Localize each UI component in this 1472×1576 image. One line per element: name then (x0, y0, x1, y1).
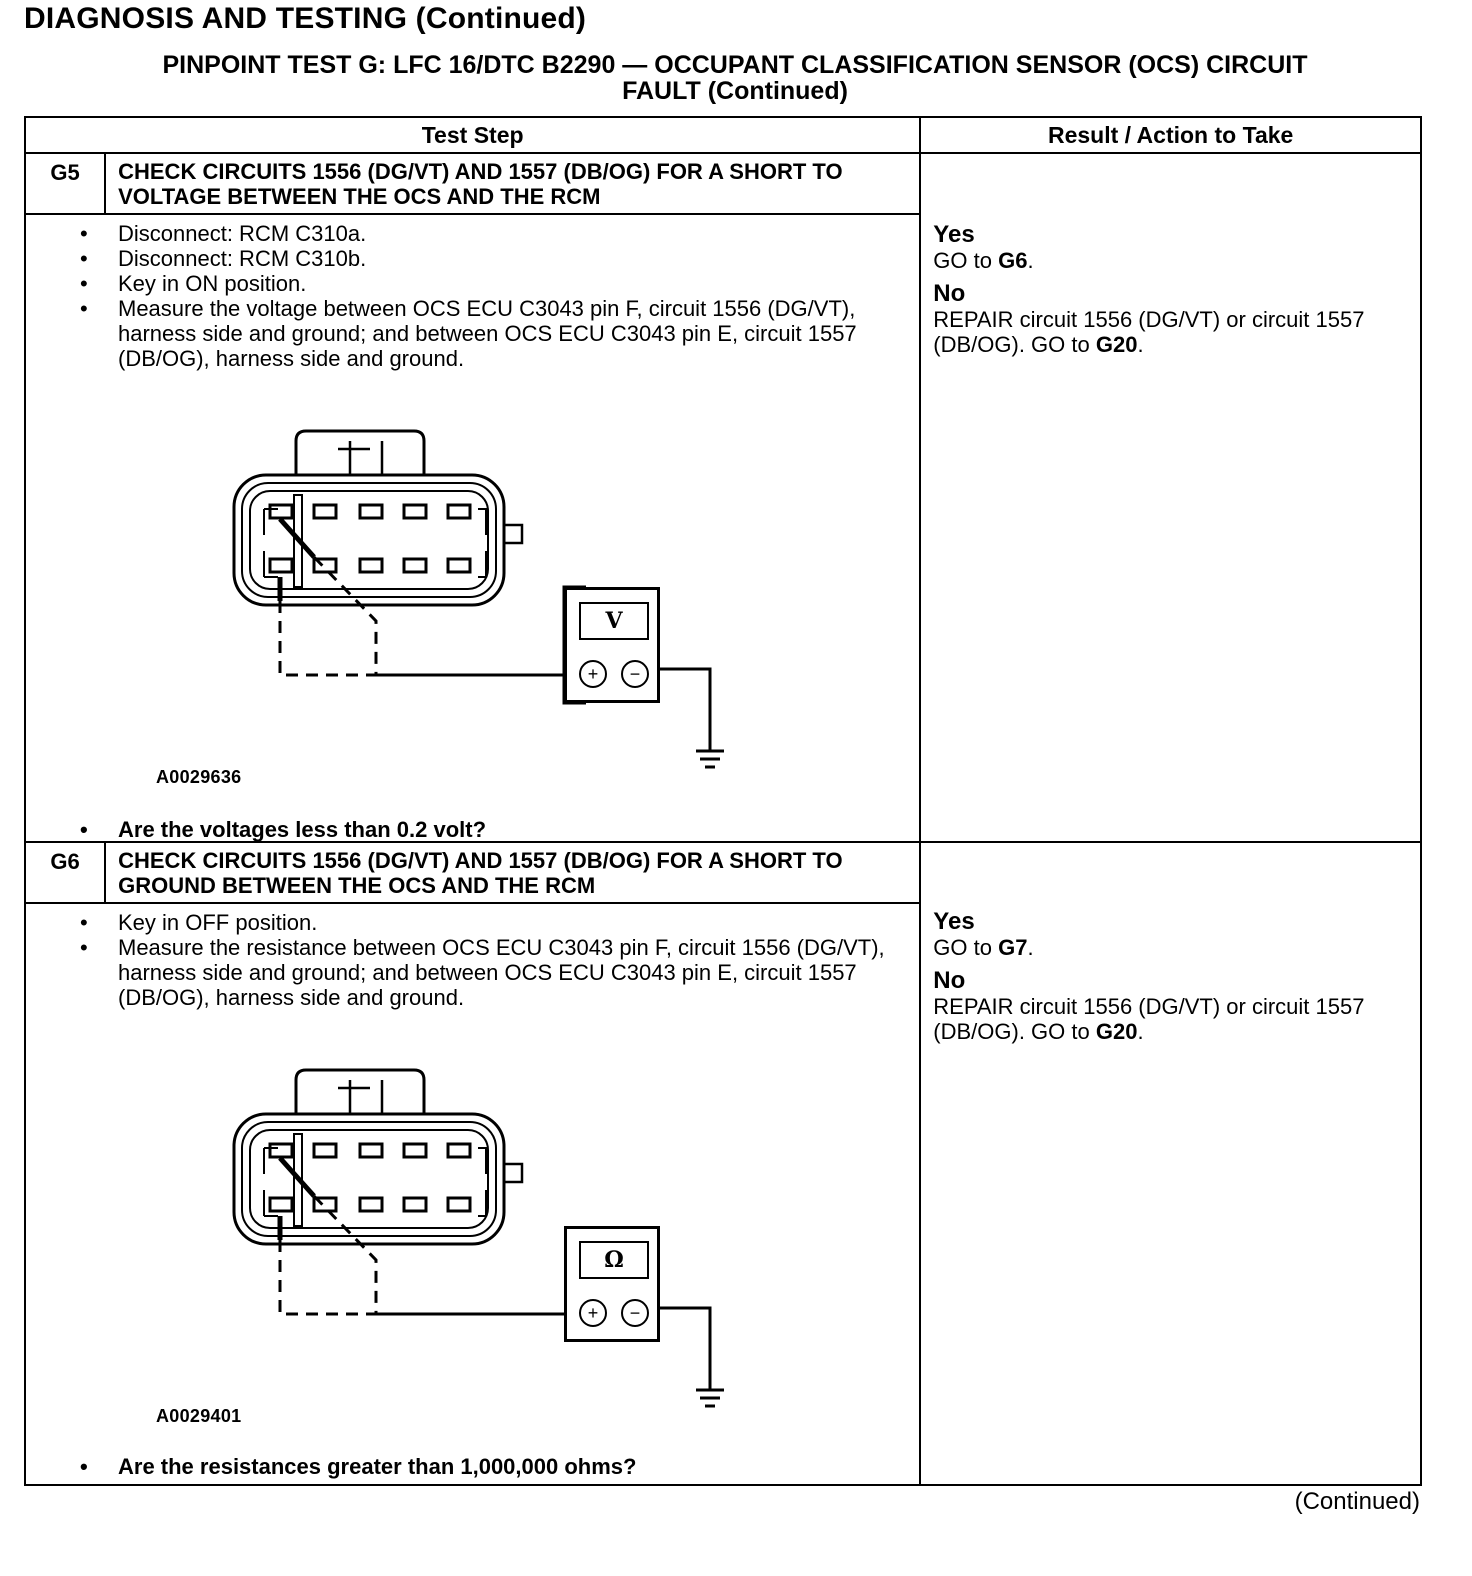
step-id: G5 (25, 153, 105, 214)
step-g6-body (25, 903, 920, 1485)
ground-icon (656, 655, 736, 785)
meter-display: V (579, 602, 649, 640)
yes-action: GO to G7. (933, 935, 1034, 960)
pinpoint-test-title (40, 52, 1430, 104)
figure-id: A0029636 (156, 767, 242, 787)
page-heading: DIAGNOSIS AND TESTING (Continued) (24, 2, 587, 35)
header-result-action: Result / Action to Take (920, 117, 1421, 153)
title-line-1: PINPOINT TEST G: LFC 16/DTC B2290 — OCCUPANT CLASSIFICATION SENSOR (OCS) CIRCUIT (162, 51, 1308, 79)
list-item: • Measure the resistance between OCS ECU C3043 pin F, circuit 1556 (DG/VT), harness side and ground; and between OCS ECU C3043 pin E, circuit 1557 (DB/OG), harness side and ground. (118, 935, 889, 1010)
result-block (933, 905, 1403, 1052)
header-test-step: Test Step (25, 117, 920, 153)
step-g5-result (920, 153, 1421, 842)
yes-label: Yes (933, 221, 975, 248)
ground-icon (656, 1294, 736, 1424)
table-header-row (25, 117, 1421, 153)
step-g5-body (25, 214, 920, 842)
list-item: • Disconnect: RCM C310b. (118, 246, 889, 271)
meter-overlay-g5 (556, 775, 566, 785)
no-label: No (933, 280, 966, 307)
step-title: CHECK CIRCUITS 1556 (DG/VT) AND 1557 (DB/OG) FOR A SHORT TO GROUND BETWEEN THE OCS AND THE RCM (105, 842, 920, 903)
yes-label: Yes (933, 908, 975, 935)
no-action: REPAIR circuit 1556 (DG/VT) or circuit 1557 (DB/OG). GO to G20. (933, 994, 1365, 1044)
step-g5-title-row (25, 153, 1421, 214)
yes-target-link[interactable]: G6 (998, 248, 1028, 273)
plus-terminal-icon: + (579, 660, 607, 688)
result-block (933, 218, 1403, 365)
step-g6-bullets (26, 904, 919, 1010)
ohmmeter-connector-diagram (186, 1064, 586, 1404)
meter-body (564, 587, 660, 703)
minus-terminal-icon: − (621, 1299, 649, 1327)
voltmeter-connector-diagram (186, 425, 586, 765)
list-item: • Disconnect: RCM C310a. (118, 221, 889, 246)
step-g6-title-row (25, 842, 1421, 903)
list-item: • Measure the voltage between OCS ECU C3043 pin F, circuit 1556 (DG/VT), harness side and ground; and between OCS ECU C3043 pin E, circuit 1557 (DB/OG), harness side and ground. (118, 296, 889, 371)
step-id: G6 (25, 842, 105, 903)
step-title: CHECK CIRCUITS 1556 (DG/VT) AND 1557 (DB/OG) FOR A SHORT TO VOLTAGE BETWEEN THE OCS AND THE RCM (105, 153, 920, 214)
plus-terminal-icon: + (579, 1299, 607, 1327)
title-line-2: FAULT (Continued) (622, 77, 848, 105)
no-action: REPAIR circuit 1556 (DG/VT) or circuit 1557 (DB/OG). GO to G20. (933, 307, 1365, 357)
meter-display: Ω (579, 1241, 649, 1279)
yes-target-link[interactable]: G7 (998, 935, 1028, 960)
list-item: • Key in ON position. (118, 271, 889, 296)
connector-icon (234, 1070, 522, 1244)
meter-body (564, 1226, 660, 1342)
connector-icon (234, 431, 522, 605)
no-label: No (933, 967, 966, 994)
step-g6-result (920, 842, 1421, 1485)
no-target-link[interactable]: G20 (1095, 1019, 1138, 1044)
step-question: • Are the voltages less than 0.2 volt? (118, 817, 486, 842)
step-question: • Are the resistances greater than 1,000,000 ohms? (118, 1454, 636, 1479)
figure-id: A0029401 (156, 1406, 242, 1426)
step-g5-bullets (26, 215, 919, 371)
no-target-link[interactable]: G20 (1095, 332, 1138, 357)
yes-action: GO to G6. (933, 248, 1034, 273)
procedure-table (24, 116, 1422, 1486)
minus-terminal-icon: − (621, 660, 649, 688)
list-item: • Key in OFF position. (118, 910, 889, 935)
continued-note: (Continued) (1294, 1488, 1420, 1515)
